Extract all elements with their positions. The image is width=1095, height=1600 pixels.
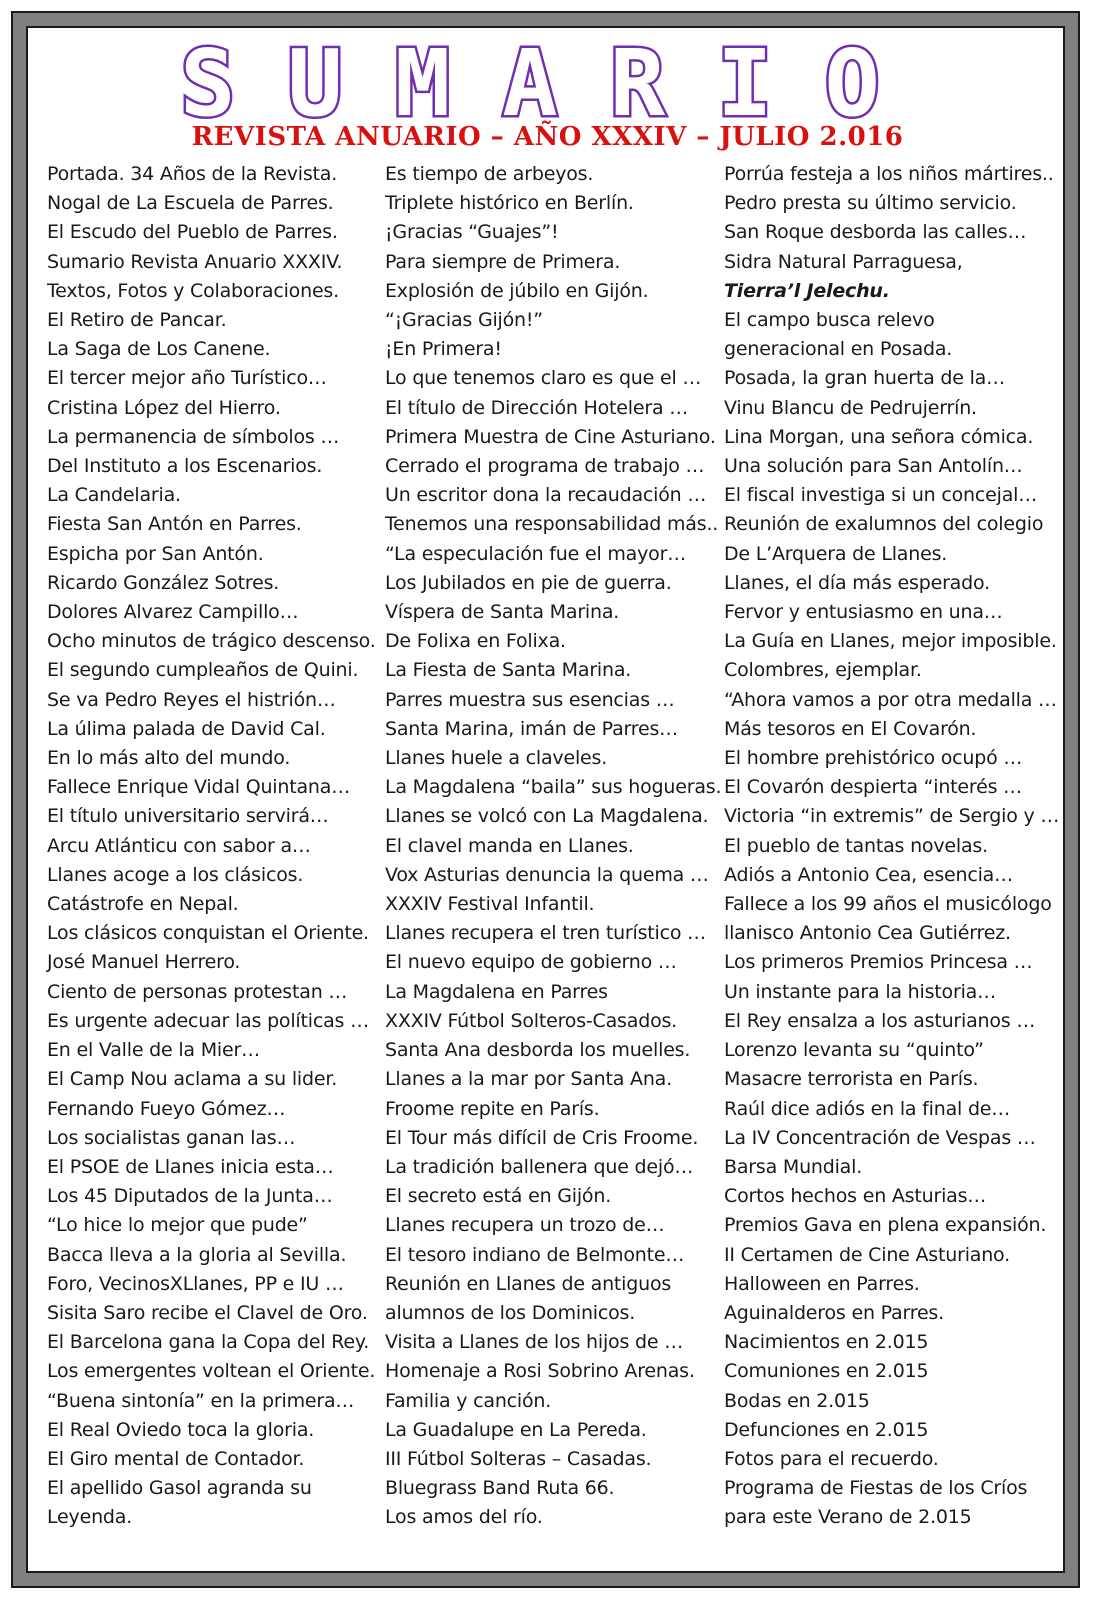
contents-entry: El apellido Gasol agranda su	[47, 1477, 312, 1500]
contents-entry: Primera Muestra de Cine Asturiano.	[385, 425, 716, 448]
contents-entry: Una solución para San Antolín…	[724, 455, 1023, 478]
contents-entry: Bodas en 2.015	[724, 1389, 870, 1412]
contents-entry: Cortos hechos en Asturias…	[724, 1185, 987, 1208]
contents-entry: Familia y canción.	[385, 1389, 552, 1412]
contents-entry: Lina Morgan, una señora cómica.	[724, 425, 1034, 448]
contents-entry: Cerrado el programa de trabajo …	[385, 455, 705, 478]
contents-entry: Se va Pedro Reyes el histrión…	[47, 688, 336, 711]
contents-entry: Víspera de Santa Marina.	[385, 601, 620, 624]
contents-entry: El Retiro de Pancar.	[47, 309, 227, 332]
contents-entry: alumnos de los Dominicos.	[385, 1301, 636, 1324]
contents-entry: Santa Ana desborda los muelles.	[385, 1039, 691, 1062]
contents-entry: Los primeros Premios Princesa …	[724, 951, 1033, 974]
contents-entry: Bluegrass Band Ruta 66.	[385, 1477, 615, 1500]
contents-entry: ¡En Primera!	[385, 338, 502, 361]
contents-entry: Victoria “in extremis” de Sergio y …	[724, 805, 1060, 828]
title-letter: I	[717, 30, 773, 137]
contents-entry: Tenemos una responsabilidad más..	[385, 513, 719, 536]
title-letter: S	[180, 30, 236, 137]
contents-entry: “Ahora vamos a por otra medalla …	[724, 688, 1057, 711]
contents-entry: Defunciones en 2.015	[724, 1418, 929, 1441]
contents-entry: Porrúa festeja a los niños mártires..	[724, 163, 1054, 185]
contents-entry: Llanes recupera un trozo de…	[385, 1214, 665, 1237]
contents-entry: Dolores Alvarez Campillo…	[47, 601, 299, 624]
contents-entry: En el Valle de la Mier…	[47, 1039, 260, 1062]
contents-entry: “Buena sintonía” en la primera…	[47, 1389, 355, 1412]
contents-entry: Vox Asturias denuncia la quema …	[385, 863, 709, 886]
contents-entry: La úlima palada de David Cal.	[47, 717, 326, 740]
contents-entry: El título universitario servirá…	[47, 805, 329, 828]
contents-entry: Los emergentes voltean el Oriente.	[47, 1360, 376, 1383]
contents-entry: La tradición ballenera que dejó…	[385, 1155, 694, 1178]
contents-entry: “Lo hice lo mejor que pude”	[47, 1214, 308, 1237]
contents-entry: Ocho minutos de trágico descenso.	[47, 630, 376, 653]
contents-columns	[47, 160, 1060, 1550]
title-letter: U	[287, 30, 343, 137]
page-subtitle: REVISTA ANUARIO – AÑO XXXIV – JULIO 2.016	[191, 122, 904, 152]
contents-entry: El hombre prehistórico ocupó …	[724, 747, 1023, 770]
contents-entry: El segundo cumpleaños de Quini.	[47, 659, 359, 682]
contents-entry: Fallece Enrique Vidal Quintana…	[47, 776, 350, 799]
contents-entry: El fiscal investiga si un concejal…	[724, 484, 1038, 507]
contents-entry: La Magdalena en Parres	[385, 980, 608, 1003]
contents-entry: Parres muestra sus esencias …	[385, 688, 675, 711]
contents-entry: Textos, Fotos y Colaboraciones.	[47, 279, 339, 302]
contents-entry: Nacimientos en 2.015	[724, 1331, 929, 1354]
contents-entry: El pueblo de tantas novelas.	[724, 834, 988, 857]
contents-entry: El campo busca relevo	[724, 309, 935, 332]
contents-entry: XXXIV Fútbol Solteros-Casados.	[385, 1009, 678, 1032]
contents-entry: La Fiesta de Santa Marina.	[385, 659, 632, 682]
contents-entry: San Roque desborda las calles…	[724, 221, 1027, 244]
contents-entry: En lo más alto del mundo.	[47, 747, 291, 770]
contents-column-3	[724, 160, 1060, 1533]
contents-entry: El tesoro indiano de Belmonte…	[385, 1243, 685, 1266]
contents-entry: Los clásicos conquistan el Oriente.	[47, 922, 369, 945]
contents-entry: Un escritor dona la recaudación …	[385, 484, 707, 507]
contents-entry: De Folixa en Folixa.	[385, 630, 566, 653]
contents-entry: El nuevo equipo de gobierno …	[385, 951, 677, 974]
contents-entry: El Barcelona gana la Copa del Rey.	[47, 1331, 370, 1354]
contents-entry: Más tesoros en El Covarón.	[724, 717, 977, 740]
contents-entry: Bacca lleva a la gloria al Sevilla.	[47, 1243, 347, 1266]
contents-entry: Sidra Natural Parraguesa,	[724, 250, 963, 273]
contents-entry: Llanes se volcó con La Magdalena.	[385, 805, 709, 828]
contents-entry: Visita a Llanes de los hijos de …	[385, 1331, 684, 1354]
contents-entry: Reunión de exalumnos del colegio	[724, 513, 1044, 536]
contents-entry: Barsa Mundial.	[724, 1155, 863, 1178]
contents-entry: Es tiempo de arbeyos.	[385, 163, 594, 185]
contents-entry: El Covarón despierta “interés …	[724, 776, 1022, 799]
contents-entry: Arcu Atlánticu con sabor a…	[47, 834, 311, 857]
contents-entry: ¡Gracias “Guajes”!	[385, 221, 559, 244]
contents-entry: Nogal de La Escuela de Parres.	[47, 192, 334, 215]
contents-entry: Halloween en Parres.	[724, 1272, 920, 1295]
contents-entry: La Guía en Llanes, mejor imposible.	[724, 630, 1057, 653]
contents-entry: El Tour más difícil de Cris Froome.	[385, 1126, 699, 1149]
contents-entry: Llanes acoge a los clásicos.	[47, 863, 304, 886]
contents-entry: llanisco Antonio Cea Gutiérrez.	[724, 922, 1011, 945]
contents-entry: para este Verano de 2.015	[724, 1506, 972, 1529]
contents-column-1	[47, 160, 377, 1533]
contents-entry: Adiós a Antonio Cea, esencia…	[724, 863, 1013, 886]
contents-entry: Ciento de personas protestan …	[47, 980, 348, 1003]
contents-entry: Premios Gava en plena expansión.	[724, 1214, 1047, 1237]
contents-entry: La Guadalupe en La Pereda.	[385, 1418, 647, 1441]
contents-entry: III Fútbol Solteras – Casadas.	[385, 1447, 652, 1470]
contents-entry: Programa de Fiestas de los Críos	[724, 1477, 1028, 1500]
contents-entry: Triplete histórico en Berlín.	[385, 192, 634, 215]
contents-entry: Explosión de júbilo en Gijón.	[385, 279, 649, 302]
contents-entry: El Giro mental de Contador.	[47, 1447, 305, 1470]
contents-entry: El Camp Nou aclama a su lider.	[47, 1068, 338, 1091]
contents-entry: Del Instituto a los Escenarios.	[47, 455, 323, 478]
contents-entry: José Manuel Herrero.	[47, 951, 241, 974]
contents-entry: Vinu Blancu de Pedrujerrín.	[724, 396, 977, 419]
contents-entry: Posada, la gran huerta de la…	[724, 367, 1005, 390]
contents-entry: El secreto está en Gijón.	[385, 1185, 612, 1208]
contents-entry: Leyenda.	[47, 1506, 133, 1529]
contents-entry: La Saga de Los Canene.	[47, 338, 271, 361]
title-letter: M	[394, 30, 451, 137]
contents-entry: Sumario Revista Anuario XXXIV.	[47, 250, 343, 273]
contents-entry: La Magdalena “baila” sus hogueras.	[385, 776, 722, 799]
contents-entry: Tierra’l Jelechu.	[724, 279, 890, 302]
contents-entry: Comuniones en 2.015	[724, 1360, 929, 1383]
contents-entry: II Certamen de Cine Asturiano.	[724, 1243, 1010, 1266]
contents-entry: Ricardo González Sotres.	[47, 571, 280, 594]
contents-entry: Llanes huele a claveles.	[385, 747, 608, 770]
contents-entry: El tercer mejor año Turístico…	[47, 367, 327, 390]
title-letter: O	[824, 30, 880, 137]
contents-entry: Llanes recupera el tren turístico …	[385, 922, 706, 945]
page-title	[180, 30, 880, 137]
contents-entry: Los 45 Diputados de la Junta…	[47, 1185, 333, 1208]
contents-entry: Reunión en Llanes de antiguos	[385, 1272, 672, 1295]
contents-entry: La IV Concentración de Vespas …	[724, 1126, 1036, 1149]
contents-entry: Fernando Fueyo Gómez…	[47, 1097, 286, 1120]
contents-entry: Raúl dice adiós en la final de…	[724, 1097, 1011, 1120]
contents-entry: Catástrofe en Nepal.	[47, 893, 239, 916]
contents-entry: Para siempre de Primera.	[385, 250, 621, 273]
contents-entry: Colombres, ejemplar.	[724, 659, 922, 682]
contents-entry: “¡Gracias Gijón!”	[385, 309, 543, 332]
contents-entry: De L’Arquera de Llanes.	[724, 542, 948, 565]
contents-entry: El Real Oviedo toca la gloria.	[47, 1418, 315, 1441]
contents-entry: Aguinalderos en Parres.	[724, 1301, 944, 1324]
contents-entry: Masacre terrorista en París.	[724, 1068, 979, 1091]
contents-entry: El Rey ensalza a los asturianos …	[724, 1009, 1036, 1032]
title-letter: R	[609, 30, 666, 137]
contents-entry: El clavel manda en Llanes.	[385, 834, 634, 857]
contents-entry: Lorenzo levanta su “quinto”	[724, 1039, 984, 1062]
contents-entry: La permanencia de símbolos …	[47, 425, 340, 448]
contents-entry: El PSOE de Llanes inicia esta…	[47, 1155, 334, 1178]
contents-entry: “La especulación fue el mayor…	[385, 542, 687, 565]
contents-entry: Portada. 34 Años de la Revista.	[47, 163, 338, 185]
contents-entry: Cristina López del Hierro.	[47, 396, 281, 419]
contents-entry: Llanes a la mar por Santa Ana.	[385, 1068, 672, 1091]
title-letter: A	[502, 30, 558, 137]
contents-entry: Los amos del río.	[385, 1506, 543, 1529]
contents-entry: Fallece a los 99 años el musicólogo	[724, 893, 1052, 916]
contents-entry: Fervor y entusiasmo en una…	[724, 601, 1003, 624]
contents-entry: XXXIV Festival Infantil.	[385, 893, 595, 916]
contents-entry: Espicha por San Antón.	[47, 542, 264, 565]
contents-entry: Sisita Saro recibe el Clavel de Oro.	[47, 1301, 368, 1324]
contents-entry: Homenaje a Rosi Sobrino Arenas.	[385, 1360, 695, 1383]
contents-entry: Los socialistas ganan las…	[47, 1126, 296, 1149]
contents-entry: generacional en Posada.	[724, 338, 953, 361]
contents-entry: Santa Marina, imán de Parres…	[385, 717, 678, 740]
contents-column-2	[385, 160, 722, 1533]
contents-entry: El título de Dirección Hotelera …	[385, 396, 689, 419]
contents-entry: Lo que tenemos claro es que el …	[385, 367, 702, 390]
contents-entry: Pedro presta su último servicio.	[724, 192, 1017, 215]
contents-entry: Froome repite en París.	[385, 1097, 600, 1120]
contents-entry: Foro, VecinosXLlanes, PP e IU …	[47, 1272, 344, 1295]
contents-entry: La Candelaria.	[47, 484, 181, 507]
contents-entry: Llanes, el día más esperado.	[724, 571, 990, 594]
contents-entry: Fiesta San Antón en Parres.	[47, 513, 302, 536]
contents-entry: Los Jubilados en pie de guerra.	[385, 571, 672, 594]
contents-entry: Es urgente adecuar las políticas …	[47, 1009, 369, 1032]
contents-entry: Fotos para el recuerdo.	[724, 1447, 939, 1470]
contents-entry: El Escudo del Pueblo de Parres.	[47, 221, 338, 244]
contents-entry: Un instante para la historia…	[724, 980, 996, 1003]
